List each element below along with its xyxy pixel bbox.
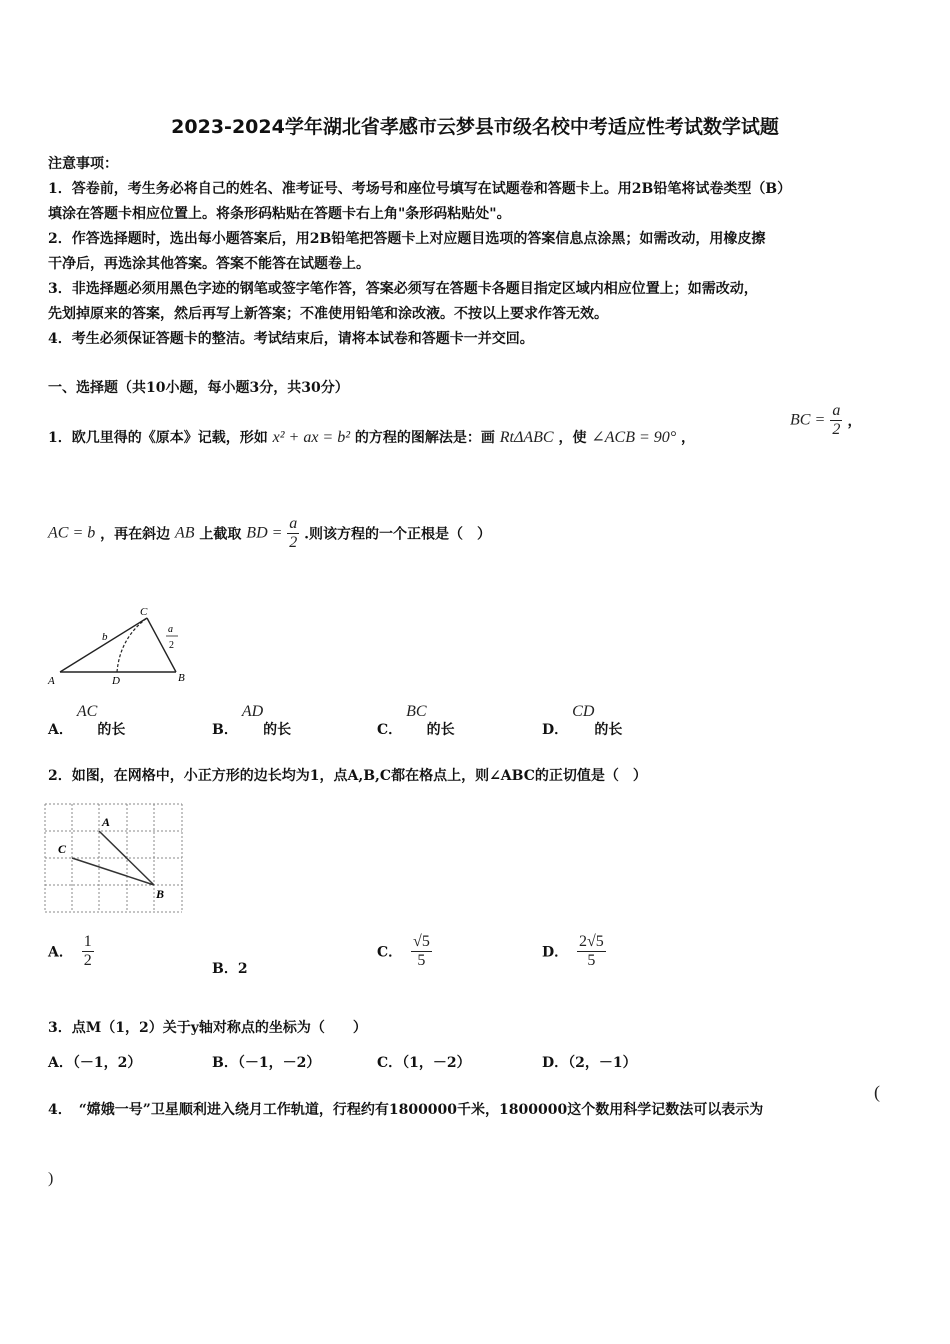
label-c: C bbox=[140, 606, 148, 618]
section-heading: 一、选择题（共10小题，每小题3分，共30分） bbox=[48, 380, 349, 396]
label-c: C bbox=[58, 842, 67, 856]
q1-bd: BD = bbox=[246, 524, 283, 542]
q3-option-c[interactable]: C．（1，－2） bbox=[377, 1055, 471, 1071]
label-b-side: b bbox=[102, 631, 108, 643]
q1-angle: ∠ACB = 90° bbox=[591, 429, 677, 446]
side-ac bbox=[60, 618, 147, 672]
q1-option-d[interactable]: D．CD的长 bbox=[542, 703, 623, 738]
q1-bc: BC = bbox=[790, 411, 826, 429]
q1-fraction bbox=[830, 402, 842, 439]
q2-grid-figure bbox=[40, 800, 190, 918]
notice-line: 3．非选择题必须用黑色字迹的钢笔或签字笔作答，答案必须写在答题卡各题目指定区域内相应位置上；如需改动， bbox=[48, 281, 758, 297]
segment-cb bbox=[72, 858, 154, 885]
label-a-side: a bbox=[168, 624, 173, 635]
fraction bbox=[82, 933, 94, 970]
q1-text: ，再在斜边 bbox=[100, 526, 171, 543]
q1-text: 1．欧几里得的《原本》记载，形如 bbox=[48, 430, 268, 446]
fraction-numerator: √5 bbox=[413, 933, 430, 950]
q1-option-a[interactable]: A．AC的长 bbox=[48, 703, 126, 738]
q1-text: ，使 bbox=[558, 430, 587, 446]
q1-triangle-figure bbox=[40, 600, 200, 690]
q3-option-a[interactable]: A．（－1，2） bbox=[48, 1055, 142, 1071]
q1-equation: x² + ax = b² bbox=[272, 429, 351, 446]
q1-triangle: RtΔABC bbox=[499, 429, 554, 446]
fraction-denominator: 5 bbox=[587, 952, 596, 969]
q1-fraction bbox=[287, 515, 299, 552]
q1-option-c[interactable]: C．BC的长 bbox=[377, 703, 455, 738]
notice-line: 2．作答选择题时，选出每小题答案后，用2B铅笔把答题卡上对应题目选项的答案信息点涂黑；如需改动，用橡皮擦 bbox=[48, 231, 766, 247]
fraction-numerator: a bbox=[289, 515, 298, 532]
q2-option-a[interactable]: A． $\frac{1}{2}$ bbox=[48, 933, 92, 969]
label-b: B bbox=[178, 672, 185, 684]
fraction-denominator: 2 bbox=[83, 952, 92, 969]
q1-text: .则该方程的一个正根是（ ） bbox=[304, 526, 492, 543]
notice-line: 先划掉原来的答案，然后再写上新答案；不准使用铅笔和涂改液。不按以上要求作答无效。 bbox=[48, 306, 608, 322]
q4-text: 4． “嫦娥一号”卫星顺利进入绕月工作轨道，行程约有1800000千米，1800000这个数用科学记数法可以表示为 bbox=[48, 1102, 764, 1118]
label-two: 2 bbox=[169, 640, 174, 651]
label-a: A bbox=[48, 675, 55, 687]
fraction-numerator: 1 bbox=[83, 933, 92, 950]
q1-text: ， bbox=[847, 413, 862, 430]
notice-heading: 注意事项： bbox=[48, 156, 118, 172]
q1-bc-expression bbox=[790, 402, 861, 439]
fraction-denominator: 5 bbox=[417, 952, 426, 969]
notice-line: 4．考生必须保证答题卡的整洁。考试结束后，请将本试卷和答题卡一并交回。 bbox=[48, 331, 534, 347]
q2-text: 2．如图，在网格中，小正方形的边长均为1，点A,B,C都在格点上，则∠ABC的正切值是（ ） bbox=[48, 768, 647, 784]
fraction bbox=[577, 933, 606, 970]
q1-option-b[interactable]: B．AD的长 bbox=[212, 703, 292, 738]
q1-line1 bbox=[48, 427, 695, 447]
q2-option-b[interactable]: B．2 bbox=[212, 961, 248, 977]
q3-text: 3．点M（1，2）关于y轴对称点的坐标为（ ） bbox=[48, 1020, 367, 1036]
q1-text: 的方程的图解法是：画 bbox=[354, 430, 495, 446]
q4-open-paren: ( bbox=[874, 1082, 880, 1102]
fraction-numerator: a bbox=[832, 402, 841, 419]
q3-option-d[interactable]: D．（2，－1） bbox=[542, 1055, 637, 1071]
q2-option-d[interactable]: D． $\frac{2√5}{5}$ bbox=[542, 933, 604, 969]
label-b: B bbox=[156, 887, 165, 901]
label-a: A bbox=[102, 815, 111, 829]
q1-ab: AB bbox=[175, 524, 195, 542]
q1-ac: AC = b bbox=[48, 524, 96, 542]
q4-close-paren: ) bbox=[48, 1170, 54, 1187]
page-title: 2023-2024学年湖北省孝感市云梦县市级名校中考适应性考试数学试题 bbox=[171, 116, 779, 138]
fraction-numerator: 2√5 bbox=[579, 933, 604, 950]
arc-cd bbox=[117, 618, 147, 672]
q1-line2 bbox=[48, 515, 491, 552]
fraction-denominator: 2 bbox=[289, 534, 298, 551]
q1-text: ， bbox=[681, 430, 696, 446]
notice-line: 填涂在答题卡相应位置上。将条形码粘贴在答题卡右上角"条形码粘贴处"。 bbox=[48, 206, 511, 222]
q2-option-c[interactable]: C． $\frac{√5}{5}$ bbox=[377, 933, 430, 969]
label-d: D bbox=[112, 675, 120, 687]
notice-line: 干净后，再选涂其他答案。答案不能答在试题卷上。 bbox=[48, 256, 370, 272]
q3-option-b[interactable]: B．（－1，－2） bbox=[212, 1055, 321, 1071]
fraction bbox=[411, 933, 432, 970]
notice-line: 1．答卷前，考生务必将自己的姓名、准考证号、考场号和座位号填写在试题卷和答题卡上。用2B铅笔将试卷类型（B） bbox=[48, 181, 792, 197]
q1-text: 上截取 bbox=[199, 526, 242, 543]
fraction-denominator: 2 bbox=[832, 421, 841, 438]
